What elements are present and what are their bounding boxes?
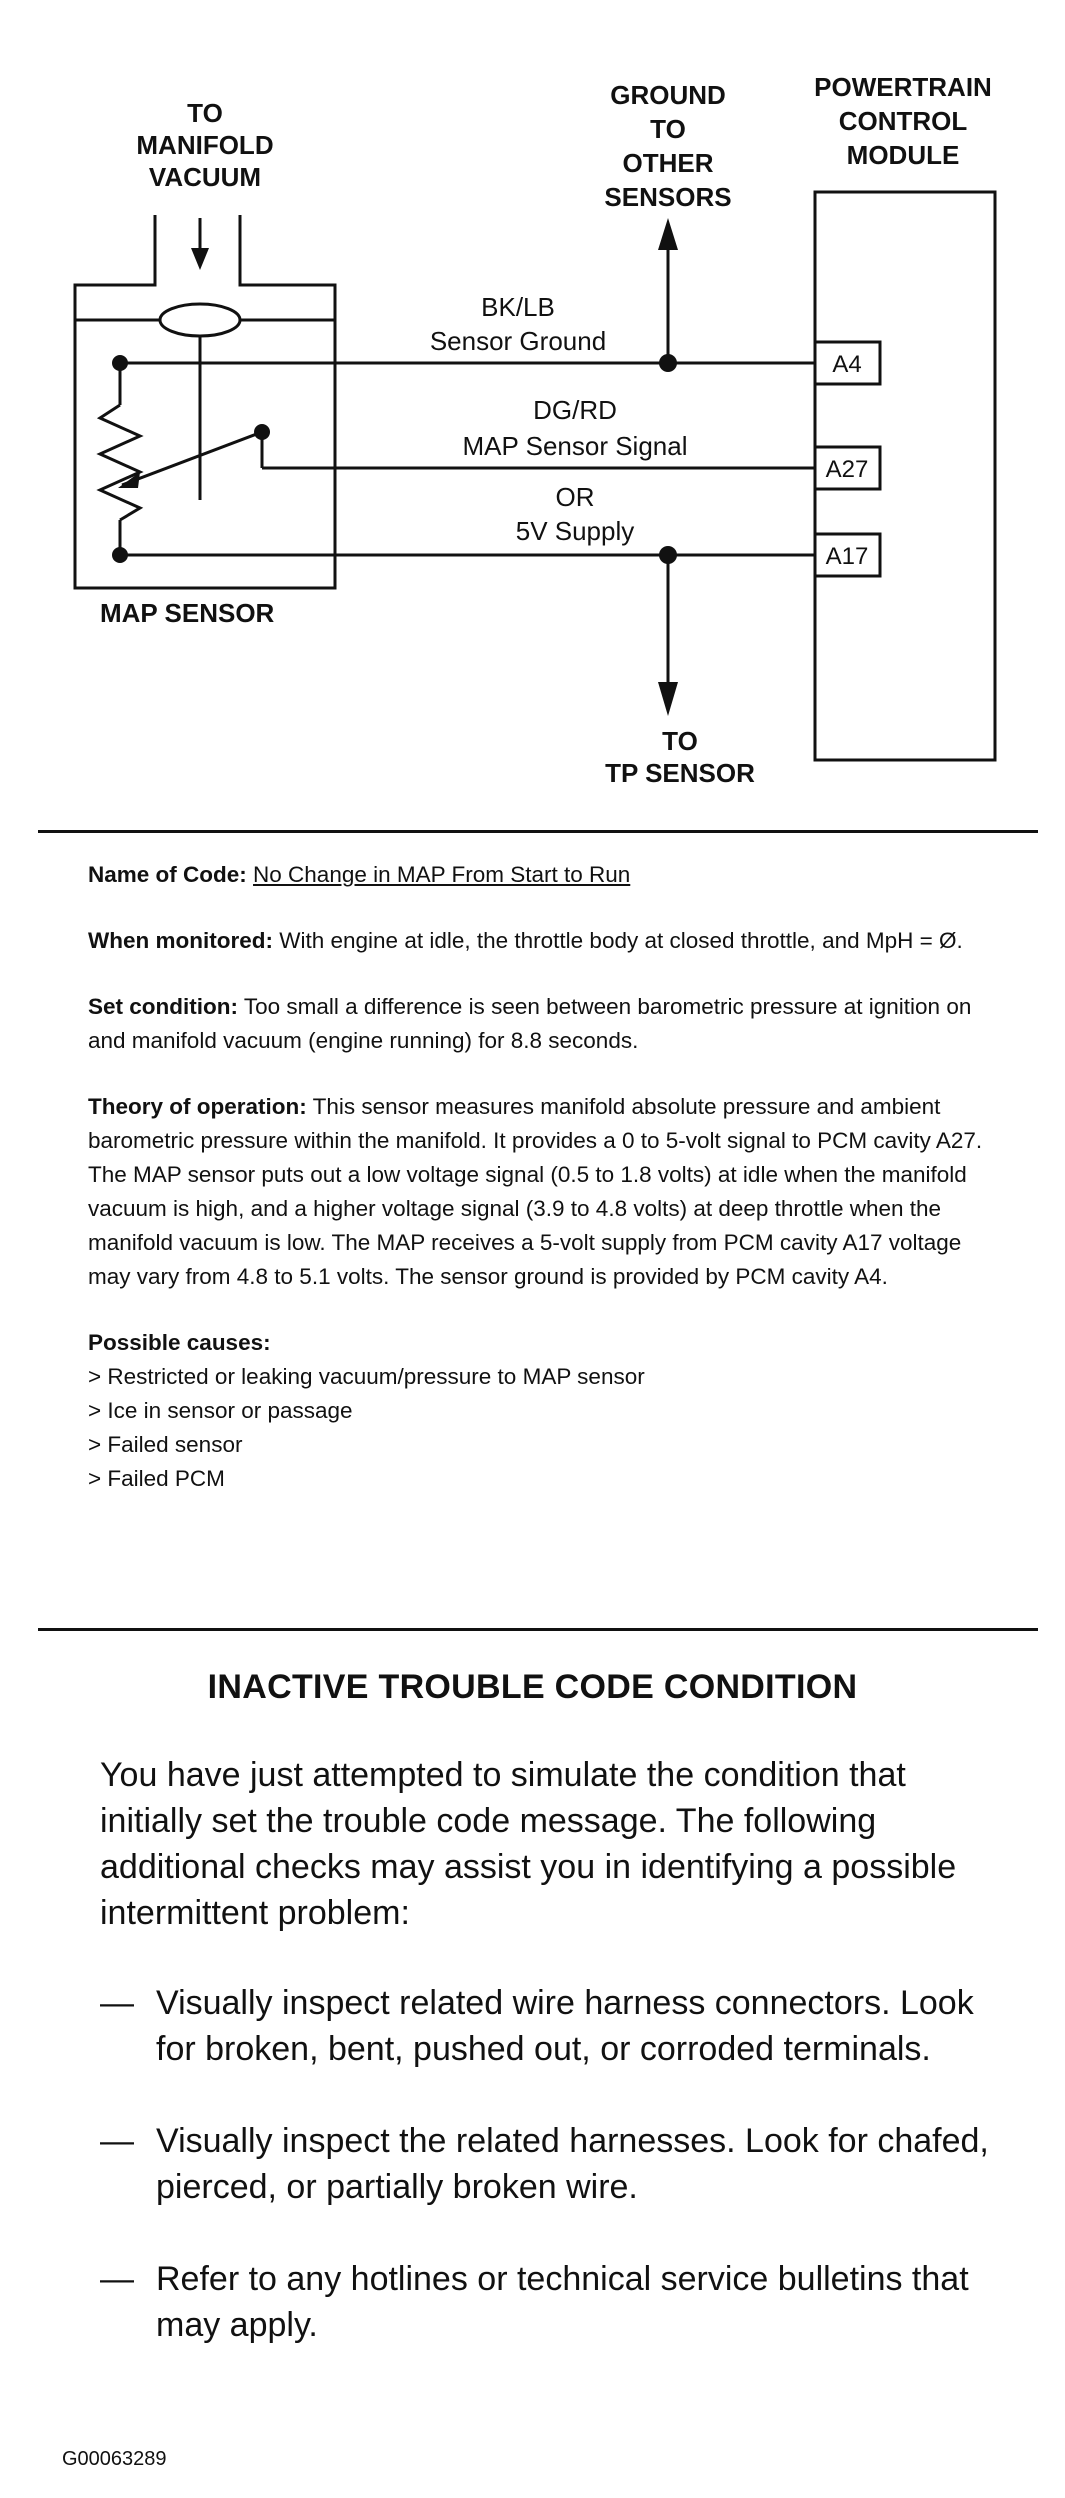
possible-causes bbox=[88, 1326, 1008, 1496]
tp-label-1: TO bbox=[662, 726, 698, 756]
when-monitored bbox=[88, 924, 1008, 958]
check-item bbox=[100, 2118, 1000, 2210]
pcm-label-2: CONTROL bbox=[838, 106, 968, 136]
theory-text: This sensor measures manifold absolute pressure and ambient barometric pressure within the manifold. It provides a 0 to 5-volt signal to PCM cavity A27. The MAP sensor puts out a low voltage signal (0.5 to 1.8 volts) at idle when the manifold vacuum is high, and a higher voltage signal (3.9 to 4.8 volts) at deep throttle when the manifold vacuum is low. The MAP receives a 5-volt supply from PCM cavity A17 voltage may vary from 4.8 to 5.1 volts. The sensor ground is provided by PCM cavity A4. bbox=[88, 1094, 983, 1289]
causes-list bbox=[88, 1360, 1008, 1496]
when-monitored-text: With engine at idle, the throttle body at closed throttle, and MpH = Ø. bbox=[279, 928, 963, 953]
wire-color-dgrd: DG/RD bbox=[533, 395, 617, 425]
code-name-value: No Change in MAP From Start to Run bbox=[253, 862, 631, 887]
wire-color-or: OR bbox=[555, 482, 595, 512]
figure-id: G00063289 bbox=[62, 2448, 167, 2470]
cause-item: > Ice in sensor or passage bbox=[88, 1398, 353, 1423]
theory-label: Theory of operation: bbox=[88, 1094, 307, 1119]
map-sensor-label: MAP SENSOR bbox=[100, 598, 275, 628]
wire-func-ground: Sensor Ground bbox=[429, 326, 607, 356]
check-text: Visually inspect the related harnesses. Look for chafed, pierced, or partially broken wire. bbox=[156, 2122, 989, 2206]
inactive-intro: You have just attempted to simulate the condition that initially set the trouble code message. The following additional checks may assist you in identifying a possible intermittent problem: bbox=[100, 1756, 957, 1932]
code-name-label: Name of Code: bbox=[88, 862, 247, 887]
divider-bottom bbox=[38, 1628, 1038, 1631]
to-manifold-vacuum-label-3: VACUUM bbox=[148, 162, 262, 192]
dash-bullet: — bbox=[100, 2122, 134, 2160]
set-condition bbox=[88, 990, 1008, 1058]
possible-causes-label: Possible causes: bbox=[88, 1330, 271, 1355]
check-text: Refer to any hotlines or technical service bulletins that may apply. bbox=[156, 2260, 969, 2344]
check-item bbox=[100, 1980, 1000, 2072]
pcm-label-1: POWERTRAIN bbox=[814, 72, 992, 102]
cause-item: > Failed PCM bbox=[88, 1466, 225, 1491]
cause-item: > Restricted or leaking vacuum/pressure to MAP sensor bbox=[88, 1364, 645, 1389]
dash-bullet: — bbox=[100, 1984, 134, 2022]
checks-list bbox=[100, 1980, 1000, 2394]
diaphragm bbox=[160, 304, 240, 336]
wiring-diagram bbox=[0, 0, 1065, 810]
pin-a4: A4 bbox=[832, 351, 862, 378]
ground-label-1: GROUND bbox=[610, 80, 726, 110]
set-condition-label: Set condition: bbox=[88, 994, 238, 1019]
wire-color-bklb: BK/LB bbox=[481, 292, 555, 322]
wire-func-supply: 5V Supply bbox=[515, 516, 635, 546]
resistor bbox=[100, 405, 140, 520]
check-text: Visually inspect related wire harness connectors. Look for broken, bent, pushed out, or corroded terminals. bbox=[156, 1984, 974, 2068]
inactive-title: INACTIVE TROUBLE CODE CONDITION bbox=[207, 1668, 858, 1706]
when-monitored-label: When monitored: bbox=[88, 928, 273, 953]
tp-arrow bbox=[658, 682, 678, 716]
to-manifold-vacuum-label-2: MANIFOLD bbox=[136, 130, 274, 160]
divider-top bbox=[38, 830, 1038, 833]
set-condition-text: Too small a difference is seen between barometric pressure at ignition on and manifold vacuum (engine running) for 8.8 seconds. bbox=[88, 994, 972, 1053]
code-name bbox=[88, 858, 1008, 892]
map-sensor-housing bbox=[75, 215, 335, 588]
ground-arrow bbox=[658, 218, 678, 250]
ground-label-3: OTHER bbox=[622, 148, 714, 178]
vacuum-arrow bbox=[191, 248, 209, 270]
wiper-node bbox=[254, 424, 270, 440]
tp-label-2: TP SENSOR bbox=[605, 758, 755, 788]
dash-bullet: — bbox=[100, 2260, 134, 2298]
theory-of-operation bbox=[88, 1090, 1008, 1294]
cause-item: > Failed sensor bbox=[88, 1432, 243, 1457]
code-info bbox=[88, 858, 1008, 1496]
ground-label-4: SENSORS bbox=[604, 182, 732, 212]
wire-func-signal: MAP Sensor Signal bbox=[462, 431, 688, 461]
check-item bbox=[100, 2256, 1000, 2348]
wiper-arm bbox=[122, 432, 262, 485]
to-manifold-vacuum-label-1: TO bbox=[187, 98, 223, 128]
pin-a27: A27 bbox=[825, 456, 869, 483]
pcm-label-3: MODULE bbox=[846, 140, 960, 170]
pin-a17: A17 bbox=[825, 543, 869, 570]
ground-label-2: TO bbox=[650, 114, 686, 144]
